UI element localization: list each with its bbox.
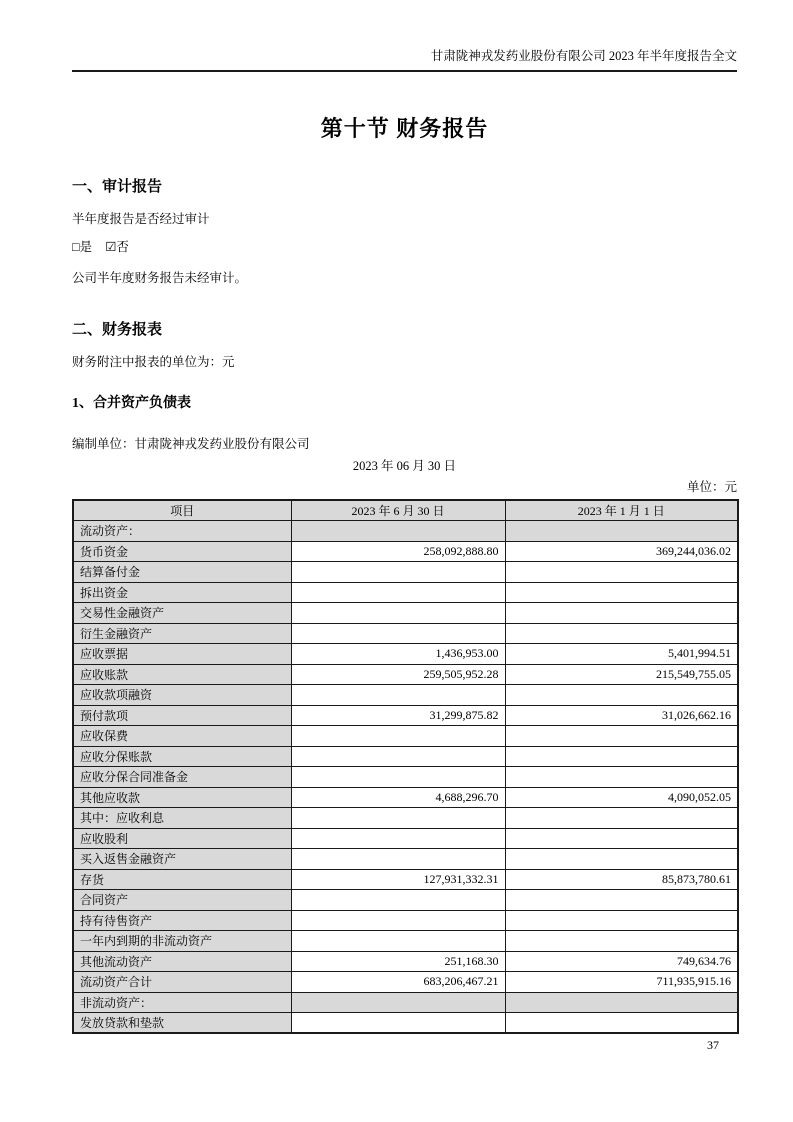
item-label-cell: 买入返售金融资产	[73, 849, 291, 870]
value-2023-01-01-cell	[505, 562, 738, 583]
audit-checkbox-line	[72, 237, 737, 255]
prepared-by-line: 编制单位：甘肃陇神戎发药业股份有限公司	[72, 437, 310, 451]
value-2023-06-30-cell: 4,688,296.70	[291, 787, 505, 808]
item-label-cell: 应收票据	[73, 644, 291, 665]
value-2023-06-30-cell: 251,168.30	[291, 951, 505, 972]
value-2023-01-01-cell	[505, 992, 738, 1013]
column-header-item: 项目	[73, 500, 291, 521]
value-2023-06-30-cell	[291, 746, 505, 767]
table-row	[73, 726, 738, 747]
table-row	[73, 910, 738, 931]
item-label-cell: 应收分保合同准备金	[73, 767, 291, 788]
table-row	[73, 787, 738, 808]
value-2023-01-01-cell	[505, 685, 738, 706]
value-2023-06-30-cell: 31,299,875.82	[291, 705, 505, 726]
value-2023-01-01-cell: 749,634.76	[505, 951, 738, 972]
value-2023-06-30-cell	[291, 992, 505, 1013]
table-row	[73, 541, 738, 562]
item-label-cell: 结算备付金	[73, 562, 291, 583]
value-2023-01-01-cell: 215,549,755.05	[505, 664, 738, 685]
unit-note: 财务附注中报表的单位为：元	[72, 355, 235, 369]
value-2023-01-01-cell: 85,873,780.61	[505, 869, 738, 890]
table-row	[73, 521, 738, 542]
value-2023-01-01-cell	[505, 767, 738, 788]
table-row	[73, 767, 738, 788]
table-header-row	[73, 500, 738, 521]
page-title: 第十节 财务报告	[320, 116, 489, 141]
value-2023-06-30-cell	[291, 890, 505, 911]
value-2023-06-30-cell	[291, 726, 505, 747]
table-row	[73, 562, 738, 583]
checkbox-yes-label: 是	[79, 240, 93, 254]
value-2023-01-01-cell	[505, 582, 738, 603]
document-header-text: 甘肃陇神戎发药业股份有限公司 2023 年半年度报告全文	[430, 49, 737, 63]
value-2023-06-30-cell	[291, 685, 505, 706]
item-label-cell: 非流动资产：	[73, 992, 291, 1013]
value-2023-06-30-cell	[291, 849, 505, 870]
value-2023-01-01-cell	[505, 746, 738, 767]
value-2023-06-30-cell	[291, 582, 505, 603]
checkbox-option-yes	[72, 240, 92, 254]
table-row	[73, 869, 738, 890]
table-row	[73, 828, 738, 849]
table-row	[73, 705, 738, 726]
table-row	[73, 582, 738, 603]
table-row	[73, 1013, 738, 1034]
table-row	[73, 972, 738, 993]
value-2023-01-01-cell	[505, 521, 738, 542]
value-2023-06-30-cell	[291, 1013, 505, 1034]
value-2023-01-01-cell	[505, 726, 738, 747]
subsection-heading-balance-sheet: 1、合并资产负债表	[72, 396, 191, 411]
value-2023-01-01-cell	[505, 849, 738, 870]
value-2023-06-30-cell	[291, 931, 505, 952]
item-label-cell: 发放贷款和垫款	[73, 1013, 291, 1034]
item-label-cell: 合同资产	[73, 890, 291, 911]
table-row	[73, 685, 738, 706]
table-row	[73, 890, 738, 911]
value-2023-01-01-cell	[505, 603, 738, 624]
table-row	[73, 746, 738, 767]
item-label-cell: 一年内到期的非流动资产	[73, 931, 291, 952]
item-label-cell: 持有待售资产	[73, 910, 291, 931]
table-row	[73, 992, 738, 1013]
table-row	[73, 808, 738, 829]
table-row	[73, 931, 738, 952]
audit-conclusion: 公司半年度财务报告未经审计。	[72, 271, 248, 285]
value-2023-06-30-cell	[291, 767, 505, 788]
item-label-cell: 应收分保账款	[73, 746, 291, 767]
item-label-cell: 其中：应收利息	[73, 808, 291, 829]
value-2023-06-30-cell	[291, 521, 505, 542]
balance-sheet-body	[73, 521, 738, 1034]
section-heading-statements: 二、财务报表	[72, 322, 163, 338]
table-row	[73, 951, 738, 972]
table-row	[73, 849, 738, 870]
item-label-cell: 应收账款	[73, 664, 291, 685]
item-label-cell: 交易性金融资产	[73, 603, 291, 624]
table-row	[73, 644, 738, 665]
table-row	[73, 664, 738, 685]
checkbox-option-no	[105, 240, 129, 254]
value-2023-06-30-cell	[291, 808, 505, 829]
column-header-2023-06-30: 2023 年 6 月 30 日	[291, 500, 505, 521]
item-label-cell: 应收股利	[73, 828, 291, 849]
value-2023-06-30-cell: 127,931,332.31	[291, 869, 505, 890]
checkbox-unchecked-icon: □	[72, 240, 80, 254]
value-2023-06-30-cell	[291, 910, 505, 931]
balance-sheet-table	[72, 499, 739, 1034]
value-2023-01-01-cell	[505, 890, 738, 911]
value-2023-06-30-cell: 258,092,888.80	[291, 541, 505, 562]
value-2023-06-30-cell	[291, 562, 505, 583]
table-row	[73, 623, 738, 644]
item-label-cell: 其他应收款	[73, 787, 291, 808]
value-2023-06-30-cell: 683,206,467.21	[291, 972, 505, 993]
column-header-2023-01-01: 2023 年 1 月 1 日	[505, 500, 738, 521]
item-label-cell: 货币资金	[73, 541, 291, 562]
value-2023-01-01-cell: 5,401,994.51	[505, 644, 738, 665]
value-2023-01-01-cell	[505, 828, 738, 849]
value-2023-06-30-cell	[291, 603, 505, 624]
unit-line: 单位：元	[686, 480, 737, 494]
item-label-cell: 应收保费	[73, 726, 291, 747]
value-2023-01-01-cell	[505, 910, 738, 931]
item-label-cell: 衍生金融资产	[73, 623, 291, 644]
table-row	[73, 603, 738, 624]
section-heading-audit: 一、审计报告	[72, 179, 163, 195]
value-2023-01-01-cell	[505, 623, 738, 644]
item-label-cell: 预付款项	[73, 705, 291, 726]
value-2023-06-30-cell	[291, 828, 505, 849]
value-2023-01-01-cell	[505, 1013, 738, 1034]
value-2023-01-01-cell	[505, 808, 738, 829]
checkbox-checked-icon: ☑	[105, 240, 117, 254]
item-label-cell: 存货	[73, 869, 291, 890]
item-label-cell: 拆出资金	[73, 582, 291, 603]
value-2023-06-30-cell: 1,436,953.00	[291, 644, 505, 665]
page-number: 37	[707, 1038, 719, 1052]
value-2023-01-01-cell: 4,090,052.05	[505, 787, 738, 808]
value-2023-06-30-cell	[291, 623, 505, 644]
value-2023-01-01-cell	[505, 931, 738, 952]
value-2023-01-01-cell: 31,026,662.16	[505, 705, 738, 726]
item-label-cell: 其他流动资产	[73, 951, 291, 972]
audit-question: 半年度报告是否经过审计	[72, 212, 210, 226]
value-2023-01-01-cell: 711,935,915.16	[505, 972, 738, 993]
value-2023-06-30-cell: 259,505,952.28	[291, 664, 505, 685]
report-date-line: 2023 年 06 月 30 日	[352, 459, 457, 473]
item-label-cell: 流动资产：	[73, 521, 291, 542]
document-header	[72, 46, 737, 72]
value-2023-01-01-cell: 369,244,036.02	[505, 541, 738, 562]
item-label-cell: 流动资产合计	[73, 972, 291, 993]
item-label-cell: 应收款项融资	[73, 685, 291, 706]
checkbox-no-label: 否	[116, 240, 129, 254]
